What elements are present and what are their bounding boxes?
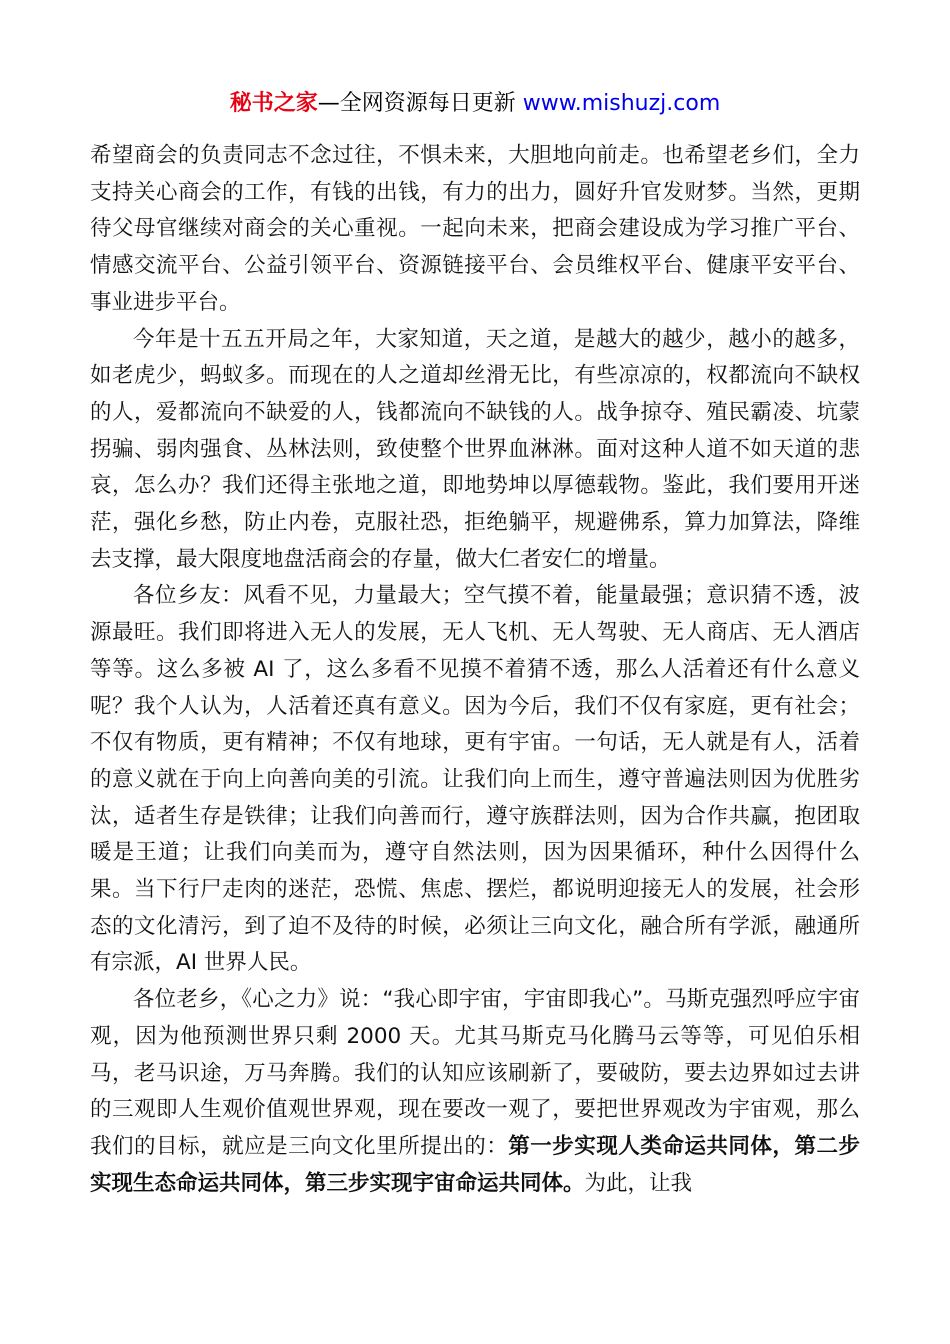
document-body <box>90 138 860 1202</box>
site-header <box>0 88 950 120</box>
paragraph-4-tail: 为此，让我 <box>584 1170 693 1196</box>
paragraph-4 <box>90 982 860 1202</box>
site-url-link[interactable]: www.mishuzj.com <box>522 91 721 116</box>
paragraph-4-text: 各位老乡，《心之力》说：“我心即宇宙，宇宙即我心”。马斯克强烈呼应宇宙观，因为他预测世界只剩 2000 天。尤其马斯克马化腾马云等等，可见伯乐相马，老马识途，万马奔腾。我们的认知应该刷新了，要破防，要去边界如过去讲的三观即人生观价值观世界观，现在要改一观了，要把世界观改为宇宙观，那么我们的目标，就应是三向文化里所提出的： <box>90 987 860 1159</box>
site-brand: 秘书之家 <box>229 91 318 116</box>
paragraph-1: 希望商会的负责同志不念过往，不惧未来，大胆地向前走。也希望老乡们，全力支持关心商会的工作，有钱的出钱，有力的出力，圆好升官发财梦。当然，更期待父母官继续对商会的关心重视。一起向未来，把商会建设成为学习推广平台、情感交流平台、公益引领平台、资源链接平台、会员维权平台、健康平安平台、事业进步平台。 <box>90 143 860 315</box>
site-tagline: 全网资源每日更新 <box>339 91 516 116</box>
header-dash: — <box>317 91 340 116</box>
paragraph-4-bold-goals: 第一步实现人类命运共同体，第二步实现生态命运共同体，第三步实现宇宙命运共同体。 <box>90 1133 860 1196</box>
paragraph-2: 今年是十五五开局之年，大家知道，天之道，是越大的越少，越小的越多，如老虎少，蚂蚁多。而现在的人之道却丝滑无比，有些凉凉的，权都流向不缺权的人，爱都流向不缺爱的人，钱都流向不缺钱的人。战争掠夺、殖民霸凌、坑蒙拐骗、弱肉强食、丛林法则，致使整个世界血淋淋。面对这种人道不如天道的悲哀，怎么办？我们还得主张地之道，即地势坤以厚德载物。鉴此，我们要用开迷茫，强化乡愁，防止内卷，克服社恐，拒绝躺平，规避佛系，算力加算法，降维去支撑，最大限度地盘活商会的存量，做大仁者安仁的增量。 <box>90 326 860 572</box>
paragraph-3: 各位乡友：风看不见，力量最大；空气摸不着，能量最强；意识猜不透，波源最旺。我们即将进入无人的发展，无人飞机、无人驾驶、无人商店、无人酒店等等。这么多被 AI 了，这么多看不见摸不着猜不透，那么人活着还有什么意义呢？我个人认为，人活着还真有意义。因为今后，我们不仅有家庭，更有社会；不仅有物质，更有精神；不仅有地球，更有宇宙。一句话，无人就是有人，活着的意义就在于向上向善向美的引流。让我们向上而生，遵守普遍法则因为优胜劣汰，适者生存是铁律；让我们向善而行，遵守族群法则，因为合作共赢，抱团取暖是王道；让我们向美而为，遵守自然法则，因为因果循环，种什么因得什么果。当下行尸走肉的迷茫，恐慌、焦虑、摆烂，都说明迎接无人的发展，社会形态的文化清污，到了迫不及待的时候，必须让三向文化，融合所有学派，融通所有宗派，AI 世界人民。 <box>90 583 860 976</box>
